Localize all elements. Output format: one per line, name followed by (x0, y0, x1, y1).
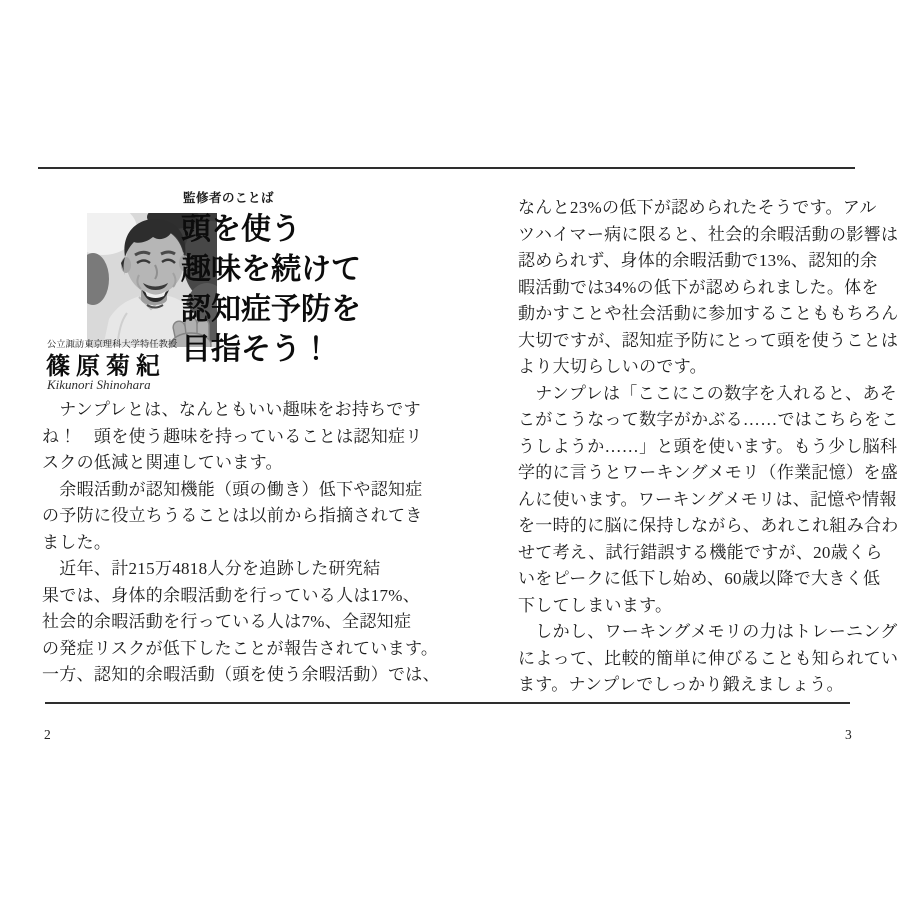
body-line: 動かすことや社会活動に参加することももちろん (518, 304, 899, 323)
bottom-rule (45, 702, 850, 704)
body-line: の発症リスクが低下したことが報告されています。 (42, 638, 439, 658)
body-line: しかし、ワーキングメモリの力はトレーニング (518, 622, 898, 641)
body-line: こがこうなって数字がかぶる……ではこちらをこ (518, 410, 899, 429)
body-line: ます。ナンプレでしっかり鍛えましょう。 (518, 675, 844, 694)
headline-line: 趣味を続けて (181, 253, 361, 286)
body-line: 社会的余暇活動を行っている人は7%、全認知症 (42, 612, 412, 631)
author-name: 篠原菊紀 (46, 354, 166, 380)
body-line: うしようか……」と頭を使います。もう少し脳科 (518, 436, 898, 456)
body-line: ね！ 頭を使う趣味を持っていることは認知症リ (42, 426, 423, 446)
left-body-text (42, 397, 440, 689)
body-line: を一時的に脳に保持しながら、あれこれ組み合わ (518, 516, 899, 535)
body-line: 認められず、身体的余暇活動で13%、認知的余 (518, 251, 878, 270)
body-line: ました。 (42, 532, 112, 552)
body-line: ナンプレとは、なんともいい趣味をお持ちです (42, 400, 421, 419)
right-body-text (518, 195, 899, 699)
kicker: 監修者のことば (183, 191, 275, 205)
page-number-right: 3 (845, 727, 852, 742)
headline-line: 目指そう！ (181, 333, 331, 366)
body-line: 果では、身体的余暇活動を行っている人は17%、 (42, 585, 421, 605)
body-line: ツハイマー病に限ると、社会的余暇活動の影響は (518, 224, 899, 244)
author-affiliation: 公立諏訪東京理科大学特任教授 (47, 339, 178, 349)
headline-line: 頭を使う (181, 213, 301, 246)
body-line: によって、比較的簡単に伸びることも知られてい (518, 648, 899, 668)
body-line: ナンプレは「ここにこの数字を入れると、あそ (518, 383, 898, 403)
body-line: いをピークに低下し始め、60歳以降で大きく低 (518, 569, 881, 588)
body-line: スクの低減と関連しています。 (42, 453, 283, 472)
page-number-left: 2 (44, 727, 51, 742)
body-line: 近年、計215万4818人分を追跡した研究結 (42, 559, 381, 578)
page-title (181, 210, 361, 370)
body-line: んに使います。ワーキングメモリは、記憶や情報 (518, 489, 897, 509)
top-rule (38, 167, 855, 169)
body-line: より大切らしいのです。 (518, 357, 707, 376)
body-line: 大切ですが、認知症予防にとって頭を使うことは (518, 330, 899, 350)
body-line: 学的に言うとワーキングメモリ（作業記憶）を盛 (518, 463, 898, 482)
body-line: なんと23%の低下が認められたそうです。アル (518, 198, 877, 217)
body-line: 下してしまいます。 (518, 595, 673, 615)
author-romaji: Kikunori Shinohara (47, 377, 151, 392)
headline-line: 認知症予防を (181, 293, 361, 326)
body-line: の予防に役立ちうることは以前から指摘されてき (42, 506, 423, 525)
body-line: 暇活動では34%の低下が認められました。体を (518, 277, 879, 297)
body-line: せて考え、試行錯誤する機能ですが、20歳くら (518, 542, 883, 562)
body-line: 一方、認知的余暇活動（頭を使う余暇活動）では、 (42, 665, 440, 684)
body-line: 余暇活動が認知機能（頭の働き）低下や認知症 (42, 479, 423, 499)
